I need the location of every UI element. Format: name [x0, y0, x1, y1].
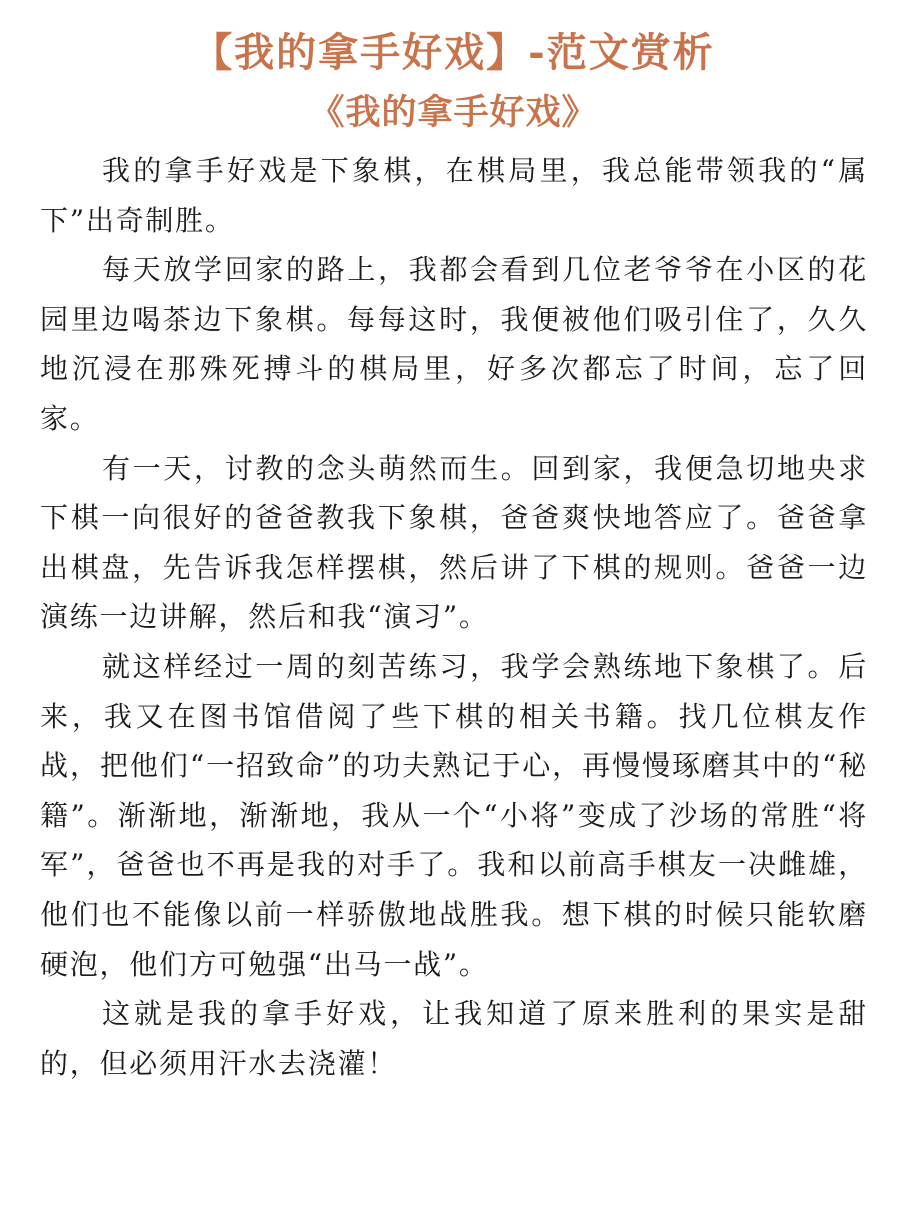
- paragraph-2: 每天放学回家的路上，我都会看到几位老爷爷在小区的花园里边喝茶边下象棋。每每这时，我便被他们吸引住了，久久地沉浸在那殊死搏斗的棋局里，好多次都忘了时间，忘了回家。: [40, 253, 868, 435]
- paragraph-1: 我的拿手好戏是下象棋，在棋局里，我总能带领我的“属下”出奇制胜。: [40, 154, 868, 237]
- essay-body: [40, 146, 868, 1088]
- paragraph-3: 有一天，讨教的念头萌然而生。回到家，我便急切地央求下棋一向很好的爸爸教我下象棋，爸爸爽快地答应了。爸爸拿出棋盘，先告诉我怎样摆棋，然后讲了下棋的规则。爸爸一边演练一边讲解，然后和我“演习”。: [40, 451, 868, 634]
- essay-title: 《我的拿手好戏》: [309, 92, 598, 133]
- paragraph-5: 这就是我的拿手好戏，让我知道了原来胜利的果实是甜的，但必须用汗水去浇灌！: [40, 997, 868, 1080]
- paragraph-4: 就这样经过一周的刻苦练习，我学会熟练地下象棋了。后来，我又在图书馆借阅了些下棋的相关书籍。找几位棋友作战，把他们“一招致命”的功夫熟记于心，再慢慢琢磨其中的“秘籍”。渐渐地，渐渐地，我从一个“小将”变成了沙场的常胜“将军”，爸爸也不再是我的对手了。我和以前高手棋友一决雌雄，他们也不能像以前一样骄傲地战胜我。想下棋的时候只能软磨硬泡，他们方可勉强“出马一战”。: [40, 649, 868, 981]
- page-title: 【我的拿手好戏】-范文赏析: [192, 29, 715, 76]
